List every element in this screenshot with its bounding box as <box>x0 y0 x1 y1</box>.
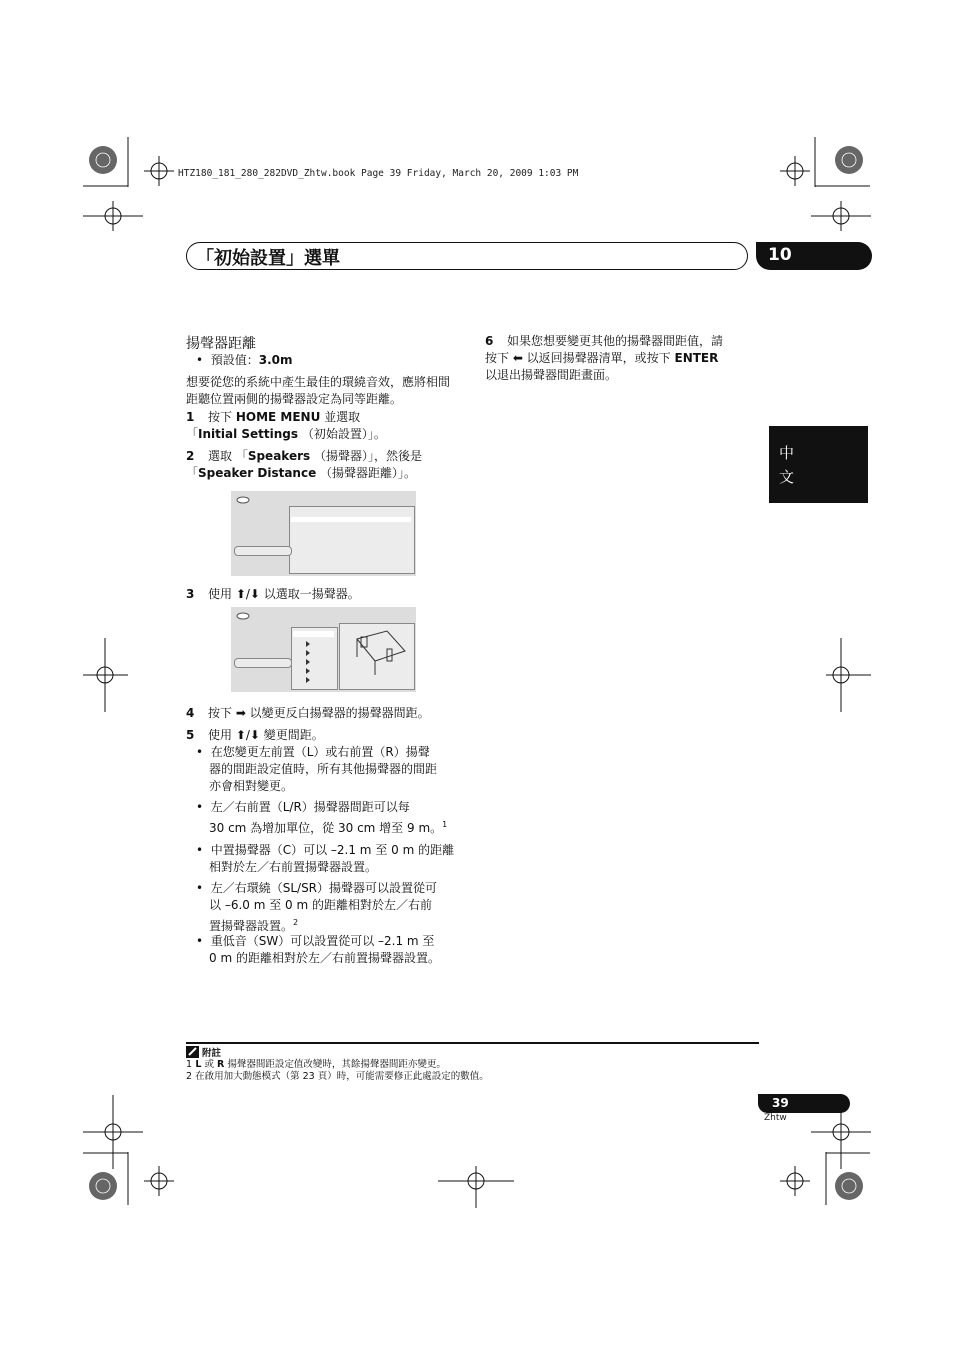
page-number-badge <box>758 1094 850 1113</box>
footnote-ref: 2 <box>293 918 299 927</box>
page-title: 「初始設置」選單 <box>196 248 340 269</box>
disc-icon <box>236 611 250 621</box>
bullet-item: • 左／右前置（L/R）揚聲器間距可以每 30 cm 為增加單位，從 30 cm 增至 9 m。$^1$ <box>196 800 448 835</box>
intro-paragraph: 想要從您的系統中產生最佳的環繞音效，應將相間距聽位置兩側的揚聲器設定為同等距離。 <box>186 375 451 406</box>
bullet-item: • 在您變更左前置（L）或右前置（R）揚聲 器的間距設定值時，所有其他揚聲器的間距 亦會相對變更。 <box>196 745 438 793</box>
footnote-divider <box>186 1042 759 1044</box>
bullet-item: • 中置揚聲器（C）可以 –2.1 m 至 0 m 的距離 相對於左／右前置揚聲器設置。 <box>196 843 455 874</box>
chapter-number: 10 <box>768 245 792 265</box>
step-number: 5 <box>186 728 195 742</box>
step-number: 2 <box>186 449 195 463</box>
language-tab <box>769 426 868 503</box>
menu-tab <box>234 658 292 668</box>
step-4: 4 按下 ➡ 以變更反白揚聲器的揚聲器間距。 <box>186 706 430 720</box>
footnote-header <box>186 1046 221 1060</box>
step-1: 1 按下 HOME MENU 並選取 「Initial Settings （初始設置）」。 <box>186 410 386 441</box>
step-6: 6 如果您想要變更其他的揚聲器間距值，請 按下 ⬅ 以返回揚聲器清單，或按下 ENTER 以退出揚聲器間距畫面。 <box>485 334 724 382</box>
page-number: 39 <box>772 1096 789 1110</box>
book-info-line: HTZ180_181_280_282DVD_Zhtw.book Page 39 Friday, March 20, 2009 1:03 PM <box>178 168 579 179</box>
step-5: 5 使用 ⬆/⬇ 變更間距。 <box>186 728 324 742</box>
room-layout-icon <box>347 629 407 679</box>
bullet-item: • 重低音（SW）可以設置從可以 –2.1 m 至 0 m 的距離相對於左／右前置揚聲器設置。 <box>196 934 440 965</box>
step-number: 3 <box>186 587 195 601</box>
step-2: 2 選取 「Speakers （揚聲器）」，然後是 「Speaker Distance （揚聲器距離）」。 <box>186 449 422 480</box>
footnote-label: 附註 <box>202 1048 222 1059</box>
menu-tab <box>234 546 292 556</box>
bullet-item: • 左／右環繞（SL/SR）揚聲器可以設置從可 以 –6.0 m 至 0 m 的距離相對於左／右前 置揚聲器設置。$^2$ <box>196 881 438 933</box>
settings-screen-illustration-2 <box>231 607 416 692</box>
step-3: 3 使用 ⬆/⬇ 以選取一揚聲器。 <box>186 587 360 601</box>
default-value-bullet: • 預設值：3.0m <box>196 353 293 367</box>
step-number: 1 <box>186 410 195 424</box>
menu-highlight-row <box>291 517 411 522</box>
footnote-1: 1 L 或 R 揚聲器間距設定值改變時，其餘揚聲器間距亦變更。 <box>186 1059 446 1070</box>
language-tab-char-1: 中 <box>779 444 795 462</box>
footnote-2: 2 在啟用加大動態模式（第 23 頁）時，可能需要修正此處設定的數值。 <box>186 1071 489 1082</box>
note-pencil-icon <box>186 1046 199 1058</box>
default-value: 3.0m <box>258 353 293 367</box>
section-heading: 揚聲器距離 <box>186 336 256 352</box>
speaker-list-highlight <box>293 631 334 637</box>
chapter-number-badge <box>756 242 872 270</box>
disc-icon <box>236 495 250 505</box>
language-tab-char-2: 文 <box>779 468 795 486</box>
settings-screen-illustration-1 <box>231 491 416 576</box>
speaker-list-arrows-icon <box>305 641 313 681</box>
footnote-ref: 1 <box>442 820 448 829</box>
step-number: 4 <box>186 706 195 720</box>
step-number: 6 <box>485 334 494 348</box>
language-code: Zhtw <box>764 1113 787 1123</box>
default-label: 預設值： <box>210 353 259 367</box>
